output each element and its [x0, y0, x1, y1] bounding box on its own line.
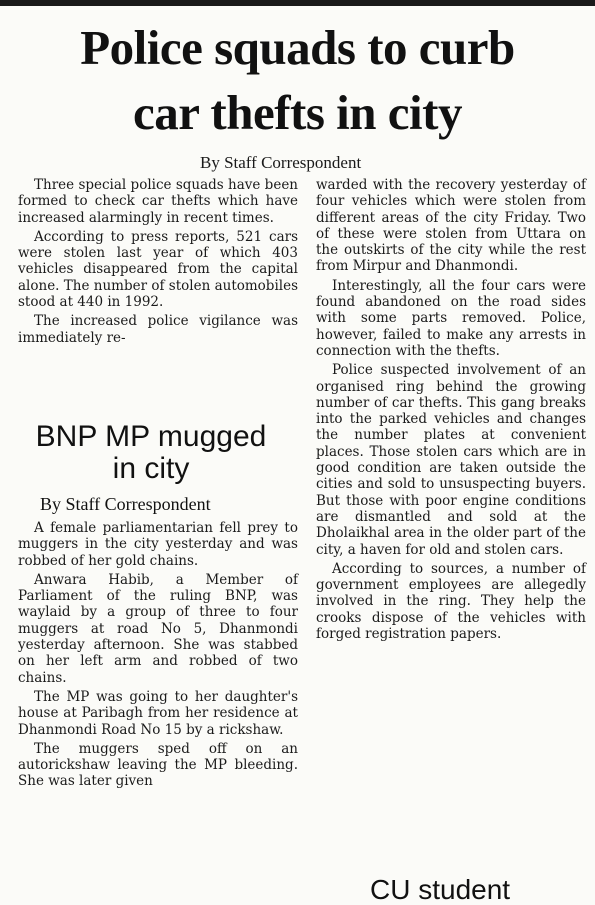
paragraph: The muggers sped off on an autorickshaw leaving the MP bleeding. She was later given	[18, 740, 298, 790]
story2-byline: By Staff Correspondent	[40, 494, 211, 514]
headline-line-2: car thefts in city	[133, 85, 462, 140]
paragraph: Three special police squads have been formed to check car thefts which have increased alarmingly in recent times.	[18, 177, 298, 226]
next-story-headline: CU student	[370, 874, 511, 905]
paragraph: The increased police vigilance was immediately re-	[18, 313, 298, 346]
paragraph: Anwara Habib, a Member of Parliament of the ruling BNP, was waylaid by a group of three to four muggers at road No 5, Dhanmondi yesterday afternoon. She was stabbed on her left arm and robbed of two chains.	[18, 571, 298, 686]
story1-left-column	[18, 177, 298, 349]
top-rule	[0, 0, 595, 6]
paragraph: According to sources, a number of government employees are allegedly involved in the ring. They help the crooks dispose of the vehicles with forged registration papers.	[316, 560, 586, 643]
paragraph: According to press reports, 521 cars were stolen last year of which 403 vehicles disappeared from the capital alone. The number of stolen automobiles stood at 440 in 1992.	[18, 228, 298, 311]
paragraph: A female parliamentarian fell prey to muggers in the city yesterday and was robbed of her gold chains.	[18, 520, 298, 569]
story2-headline-line-1: BNP MP mugged	[35, 420, 267, 453]
story2-headline-line-2: in city	[112, 452, 190, 485]
paragraph: The MP was going to her daughter's house at Paribagh from her residence at Dhanmondi Road No 15 by a rickshaw.	[18, 688, 298, 738]
story2-column	[18, 520, 298, 793]
paragraph: warded with the recovery yesterday of four vehicles which were stolen from different areas of the city Friday. Two of these were stolen from Uttara on the outskirts of the city while the rest from Mirpur and Dhanmondi.	[316, 177, 586, 275]
paragraph: Police suspected involvement of an organised ring behind the growing number of car thefts. This gang breaks into the parked vehicles and changes the number plates at convenient places. Those stolen cars which are in good condition are taken outside the cities and sold to unsuspecting buyers. But those with poor engine conditions are dismantled and sold at the Dholaikhal area in the older part of the city, a haven for old and stolen cars.	[316, 362, 586, 558]
headline-line-1: Police squads to curb	[80, 20, 515, 75]
story1-right-column	[316, 177, 586, 645]
byline: By Staff Correspondent	[200, 153, 362, 172]
paragraph: Interestingly, all the four cars were found abandoned on the road sides with some parts removed. Police, however, failed to make any arrests in connection with the thefts.	[316, 277, 586, 359]
